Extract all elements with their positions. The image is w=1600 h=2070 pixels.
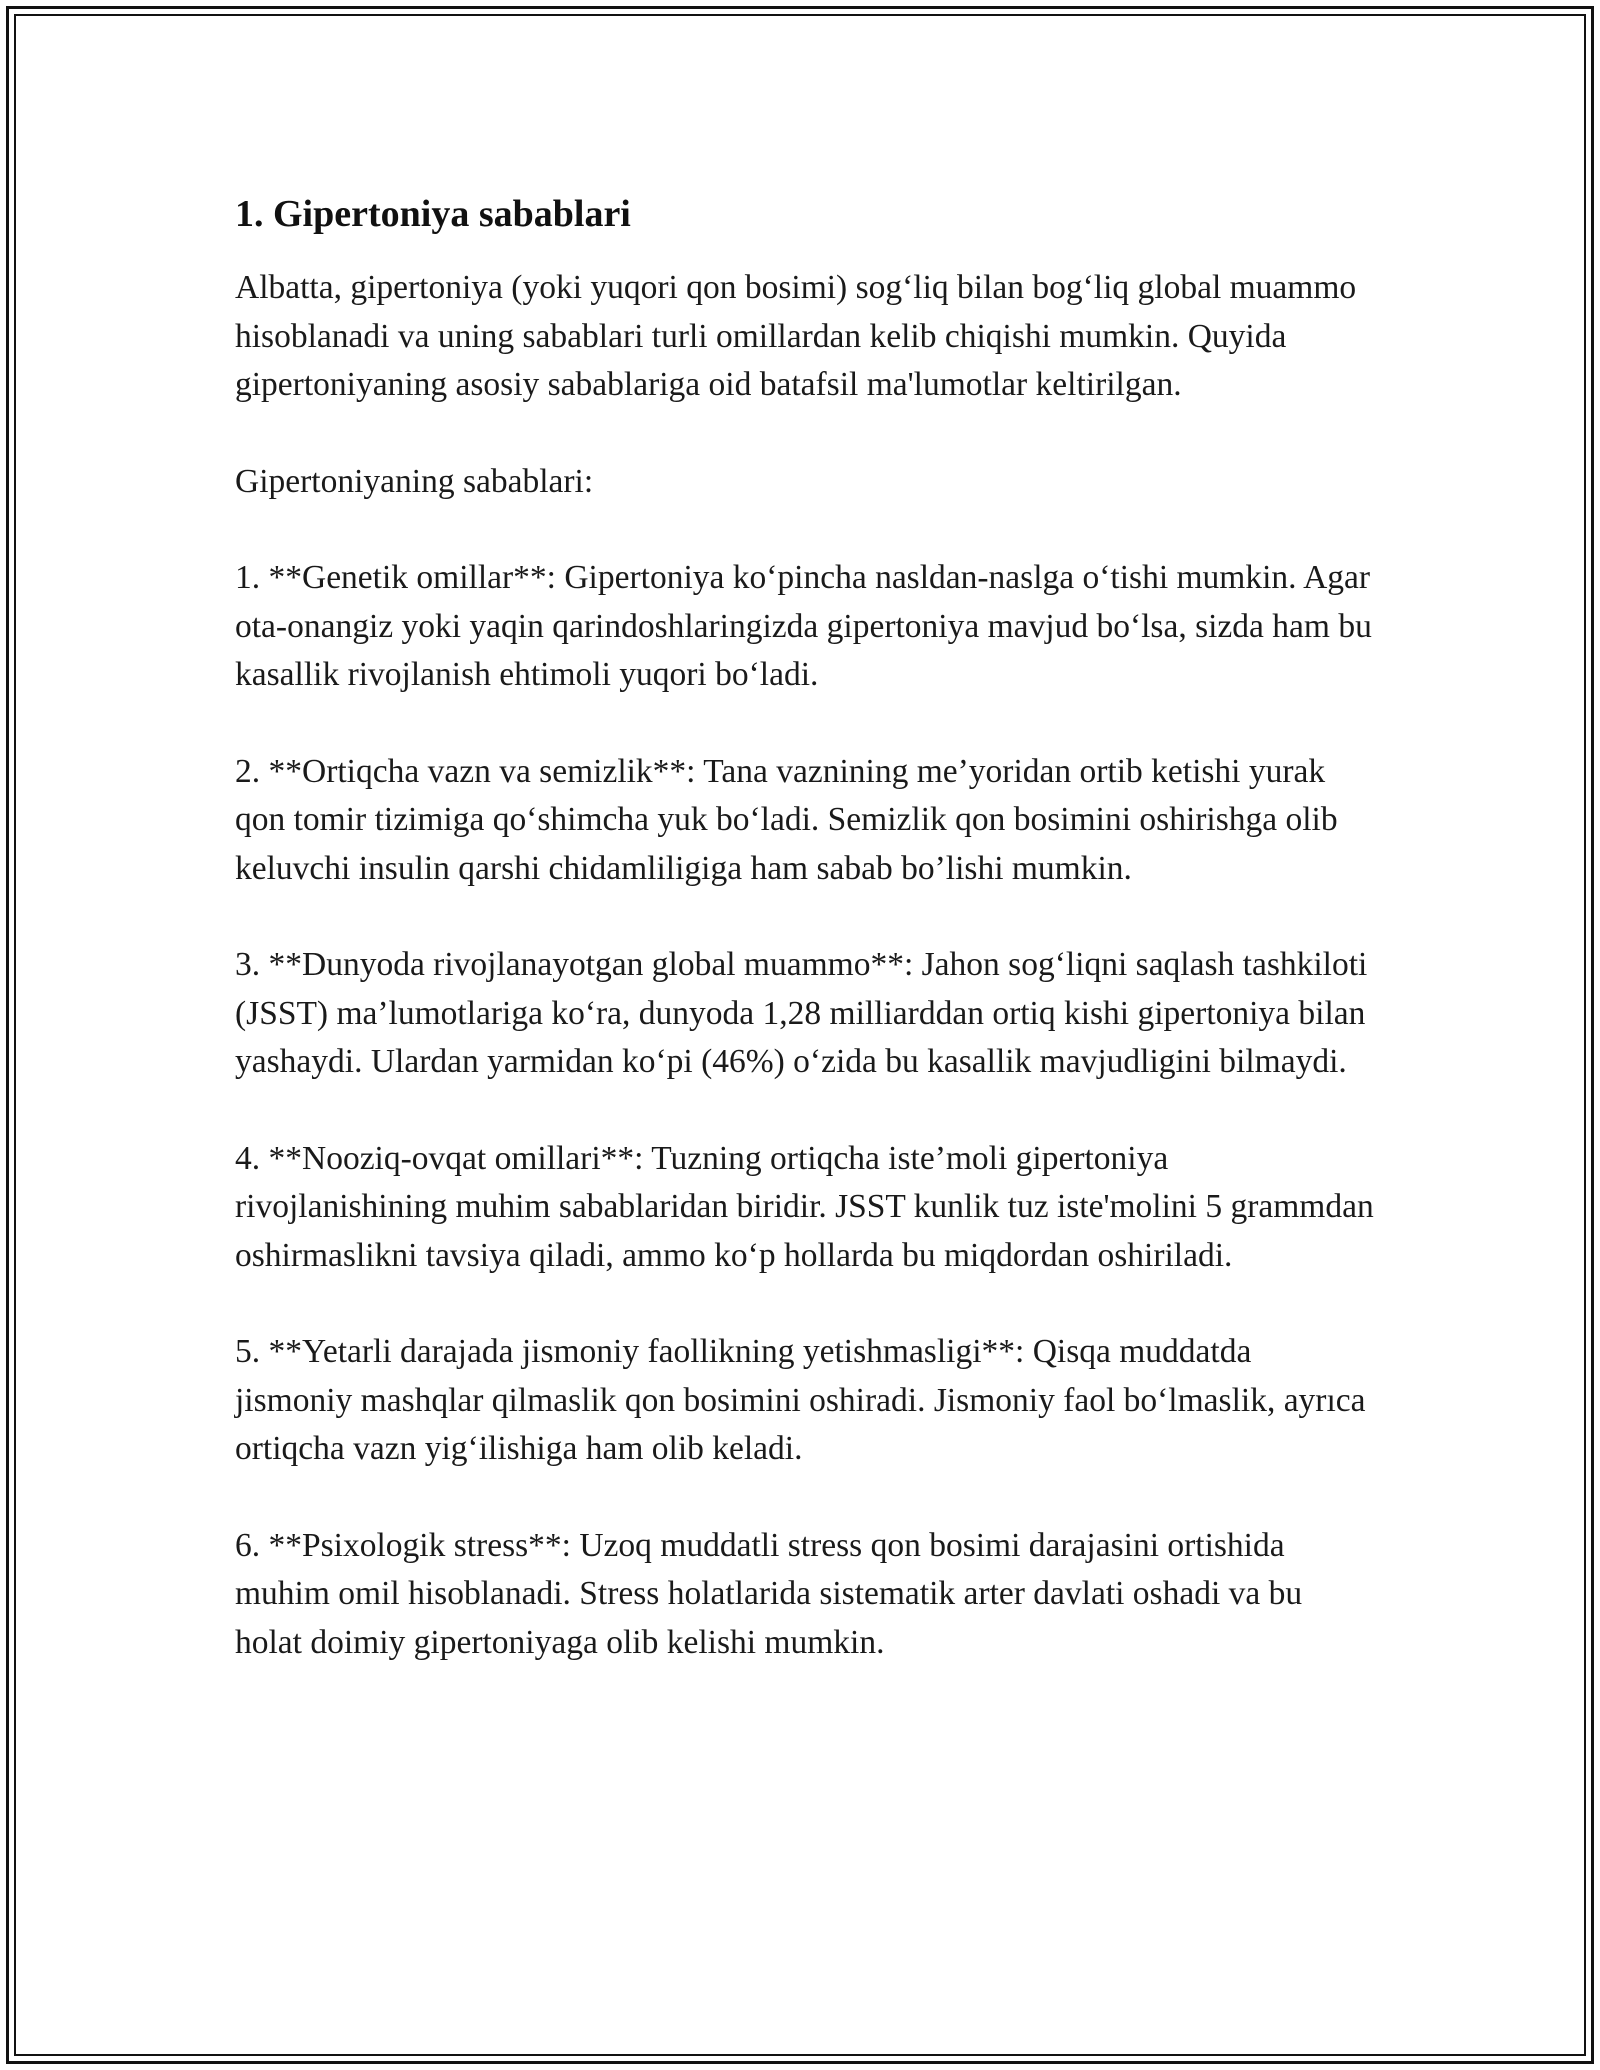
intro-paragraph: Albatta, gipertoniya (yoki yuqori qon bosimi) sog‘liq bilan bog‘liq global muammo hisoblanadi va uning sabablari turli omillardan kelib chiqishi mumkin. Quyida gipertoniyaning asosiy sabablariga oid batafsil ma'lumotlar keltirilgan. [235,269,1357,403]
document-body [235,186,1375,1667]
cause-item-nutrition: 4. **Nooziq-ovqat omillari**: Tuzning ortiqcha iste’moli gipertoniya rivojlanishining muhim sabablaridan biridir. JSST kunlik tuz iste'molini 5 grammdan oshirmaslikni tavsiya qiladi, ammo ko‘p hollarda bu miqdordan oshiriladi. [235,1139,1374,1274]
cause-item-global-problem: 3. **Dunyoda rivojlanayotgan global muammo**: Jahon sog‘liqni saqlash tashkiloti (JSST) ma’lumotlariga ko‘ra, dunyoda 1,28 milliarddan ortiq kishi gipertoniya bilan yashaydi. Ulardan yarmidan ko‘pi (46%) o‘zida bu kasallik mavjudligini bilmaydi. [235,946,1368,1080]
cause-item-genetic: 1. **Genetik omillar**: Gipertoniya ko‘pincha nasldan-naslga o‘tishi mumkin. Agar ota-onangiz yoki yaqin qarindoshlaringizda gipertoniya mavjud bo‘lsa, sizda ham bu kasallik rivojlanish ehtimoli yuqori bo‘ladi. [235,559,1372,693]
section-heading: 1. Gipertoniya sabablari [235,193,631,235]
list-title: Gipertoniyaning sabablari: [235,462,594,500]
cause-item-overweight: 2. **Ortiqcha vazn va semizlik**: Tana vaznining me’yoridan ortib ketishi yurak qon tomir tizimiga qo‘shimcha yuk bo‘ladi. Semizlik qon bosimini oshirishga olib keluvchi insulin qarshi chidamliligiga ham sabab bo’lishi mumkin. [235,752,1338,887]
cause-item-stress: 6. **Psixologik stress**: Uzoq muddatli stress qon bosimi darajasini ortishida muhim omil hisoblanadi. Stress holatlarida sistematik arter davlati oshadi va bu holat doimiy gipertoniyaga olib kelishi mumkin. [235,1526,1303,1661]
cause-item-physical-activity: 5. **Yetarli darajada jismoniy faollikning yetishmasligi**: Qisqa muddatda jismoniy mashqlar qilmaslik qon bosimini oshiradi. Jismoniy faol bo‘lmaslik, ayrıca ortiqcha vazn yig‘ilishiga ham olib keladi. [235,1333,1366,1467]
